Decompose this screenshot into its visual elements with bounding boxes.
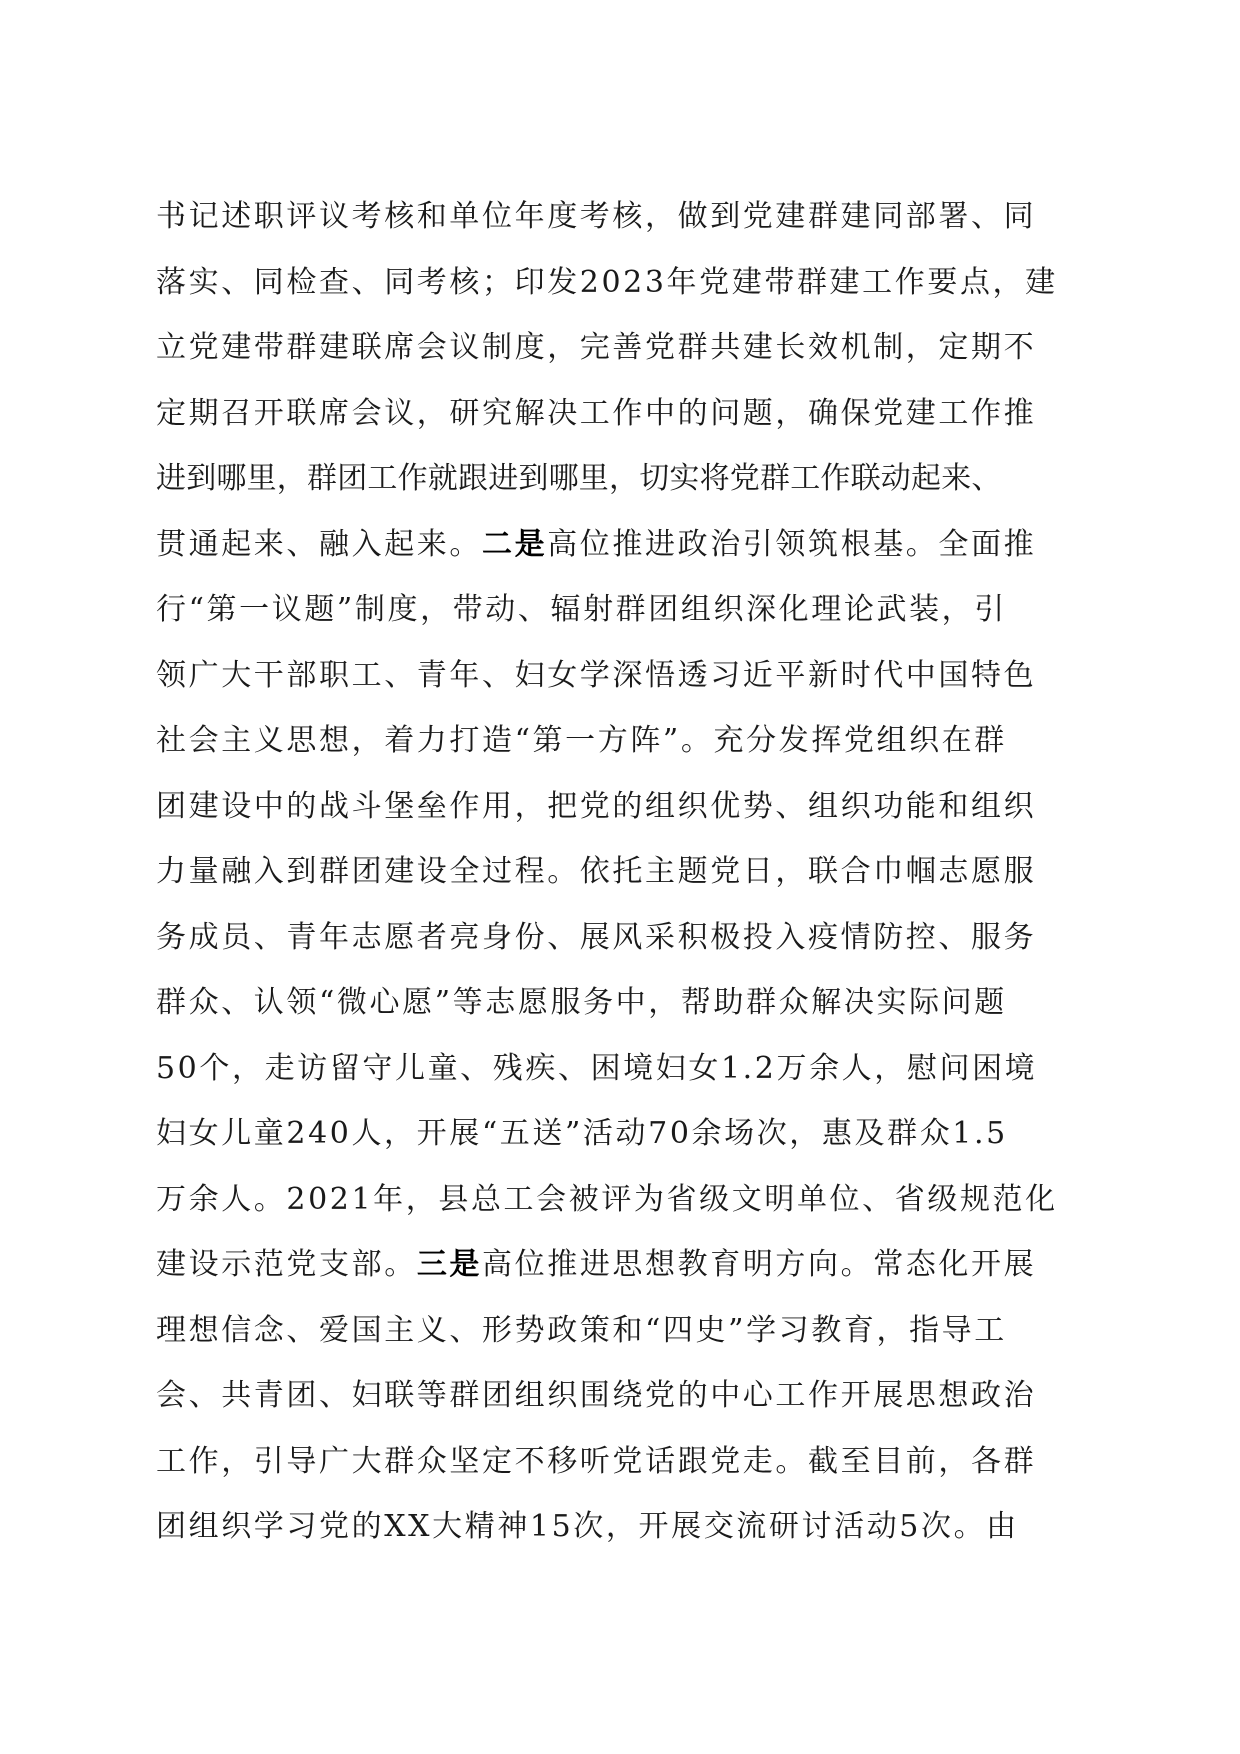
- text-line: 落实、同检查、同考核；印发2023年党建带群建工作要点，建: [156, 264, 1058, 300]
- text-line: 工作，引导广大群众坚定不移听党话跟党走。截至目前，各群: [156, 1443, 1037, 1479]
- text-line: 群众、认领“微心愿”等志愿服务中，帮助群众解决实际问题: [156, 985, 1007, 1020]
- text-line: 贯通起来、融入起来。二是高位推进政治引领筑根基。全面推: [156, 526, 1037, 562]
- text-line: 会、共青团、妇联等群团组织围绕党的中心工作开展思想政治: [156, 1378, 1037, 1413]
- text-line: 50个，走访留守儿童、残疾、困境妇女1.2万余人，慰问困境: [156, 1050, 1038, 1086]
- bold-marker: 二是: [482, 526, 548, 562]
- body-paragraph: [156, 184, 1086, 1560]
- text-line: 力量融入到群团建设全过程。依托主题党日，联合巾帼志愿服: [156, 854, 1037, 889]
- text-line: 务成员、青年志愿者亮身份、展风采积极投入疫情防控、服务: [156, 919, 1037, 955]
- text-line: 团组织学习党的XX大精神15次，开展交流研讨活动5次。由: [156, 1509, 1019, 1544]
- text-line: 立党建带群建联席会议制度，完善党群共建长效机制，定期不: [156, 330, 1037, 365]
- text-line: 建设示范党支部。三是高位推进思想教育明方向。常态化开展: [156, 1247, 1037, 1282]
- text-line: 万余人。2021年，县总工会被评为省级文明单位、省级规范化: [156, 1181, 1058, 1217]
- text-line: 定期召开联席会议，研究解决工作中的问题，确保党建工作推: [156, 395, 1037, 431]
- text-line: 行“第一议题”制度，带动、辐射群团组织深化理论武装，引: [156, 592, 1007, 627]
- text-line: 进到哪里，群团工作就跟进到哪里，切实将党群工作联动起来、: [156, 461, 1002, 496]
- text-line: 社会主义思想，着力打造“第一方阵”。充分发挥党组织在群: [156, 723, 1007, 758]
- bold-marker: 三是: [416, 1247, 483, 1282]
- text-line: 领广大干部职工、青年、妇女学深悟透习近平新时代中国特色: [156, 657, 1037, 693]
- text-line: 团建设中的战斗堡垒作用，把党的组织优势、组织功能和组织: [156, 788, 1037, 824]
- text-line: 理想信念、爱国主义、形势政策和“四史”学习教育，指导工: [156, 1312, 1007, 1348]
- text-line: 书记述职评议考核和单位年度考核，做到党建群建同部署、同: [156, 199, 1037, 234]
- text-line: 妇女儿童240人，开展“五送”活动70余场次，惠及群众1.5: [156, 1116, 1008, 1151]
